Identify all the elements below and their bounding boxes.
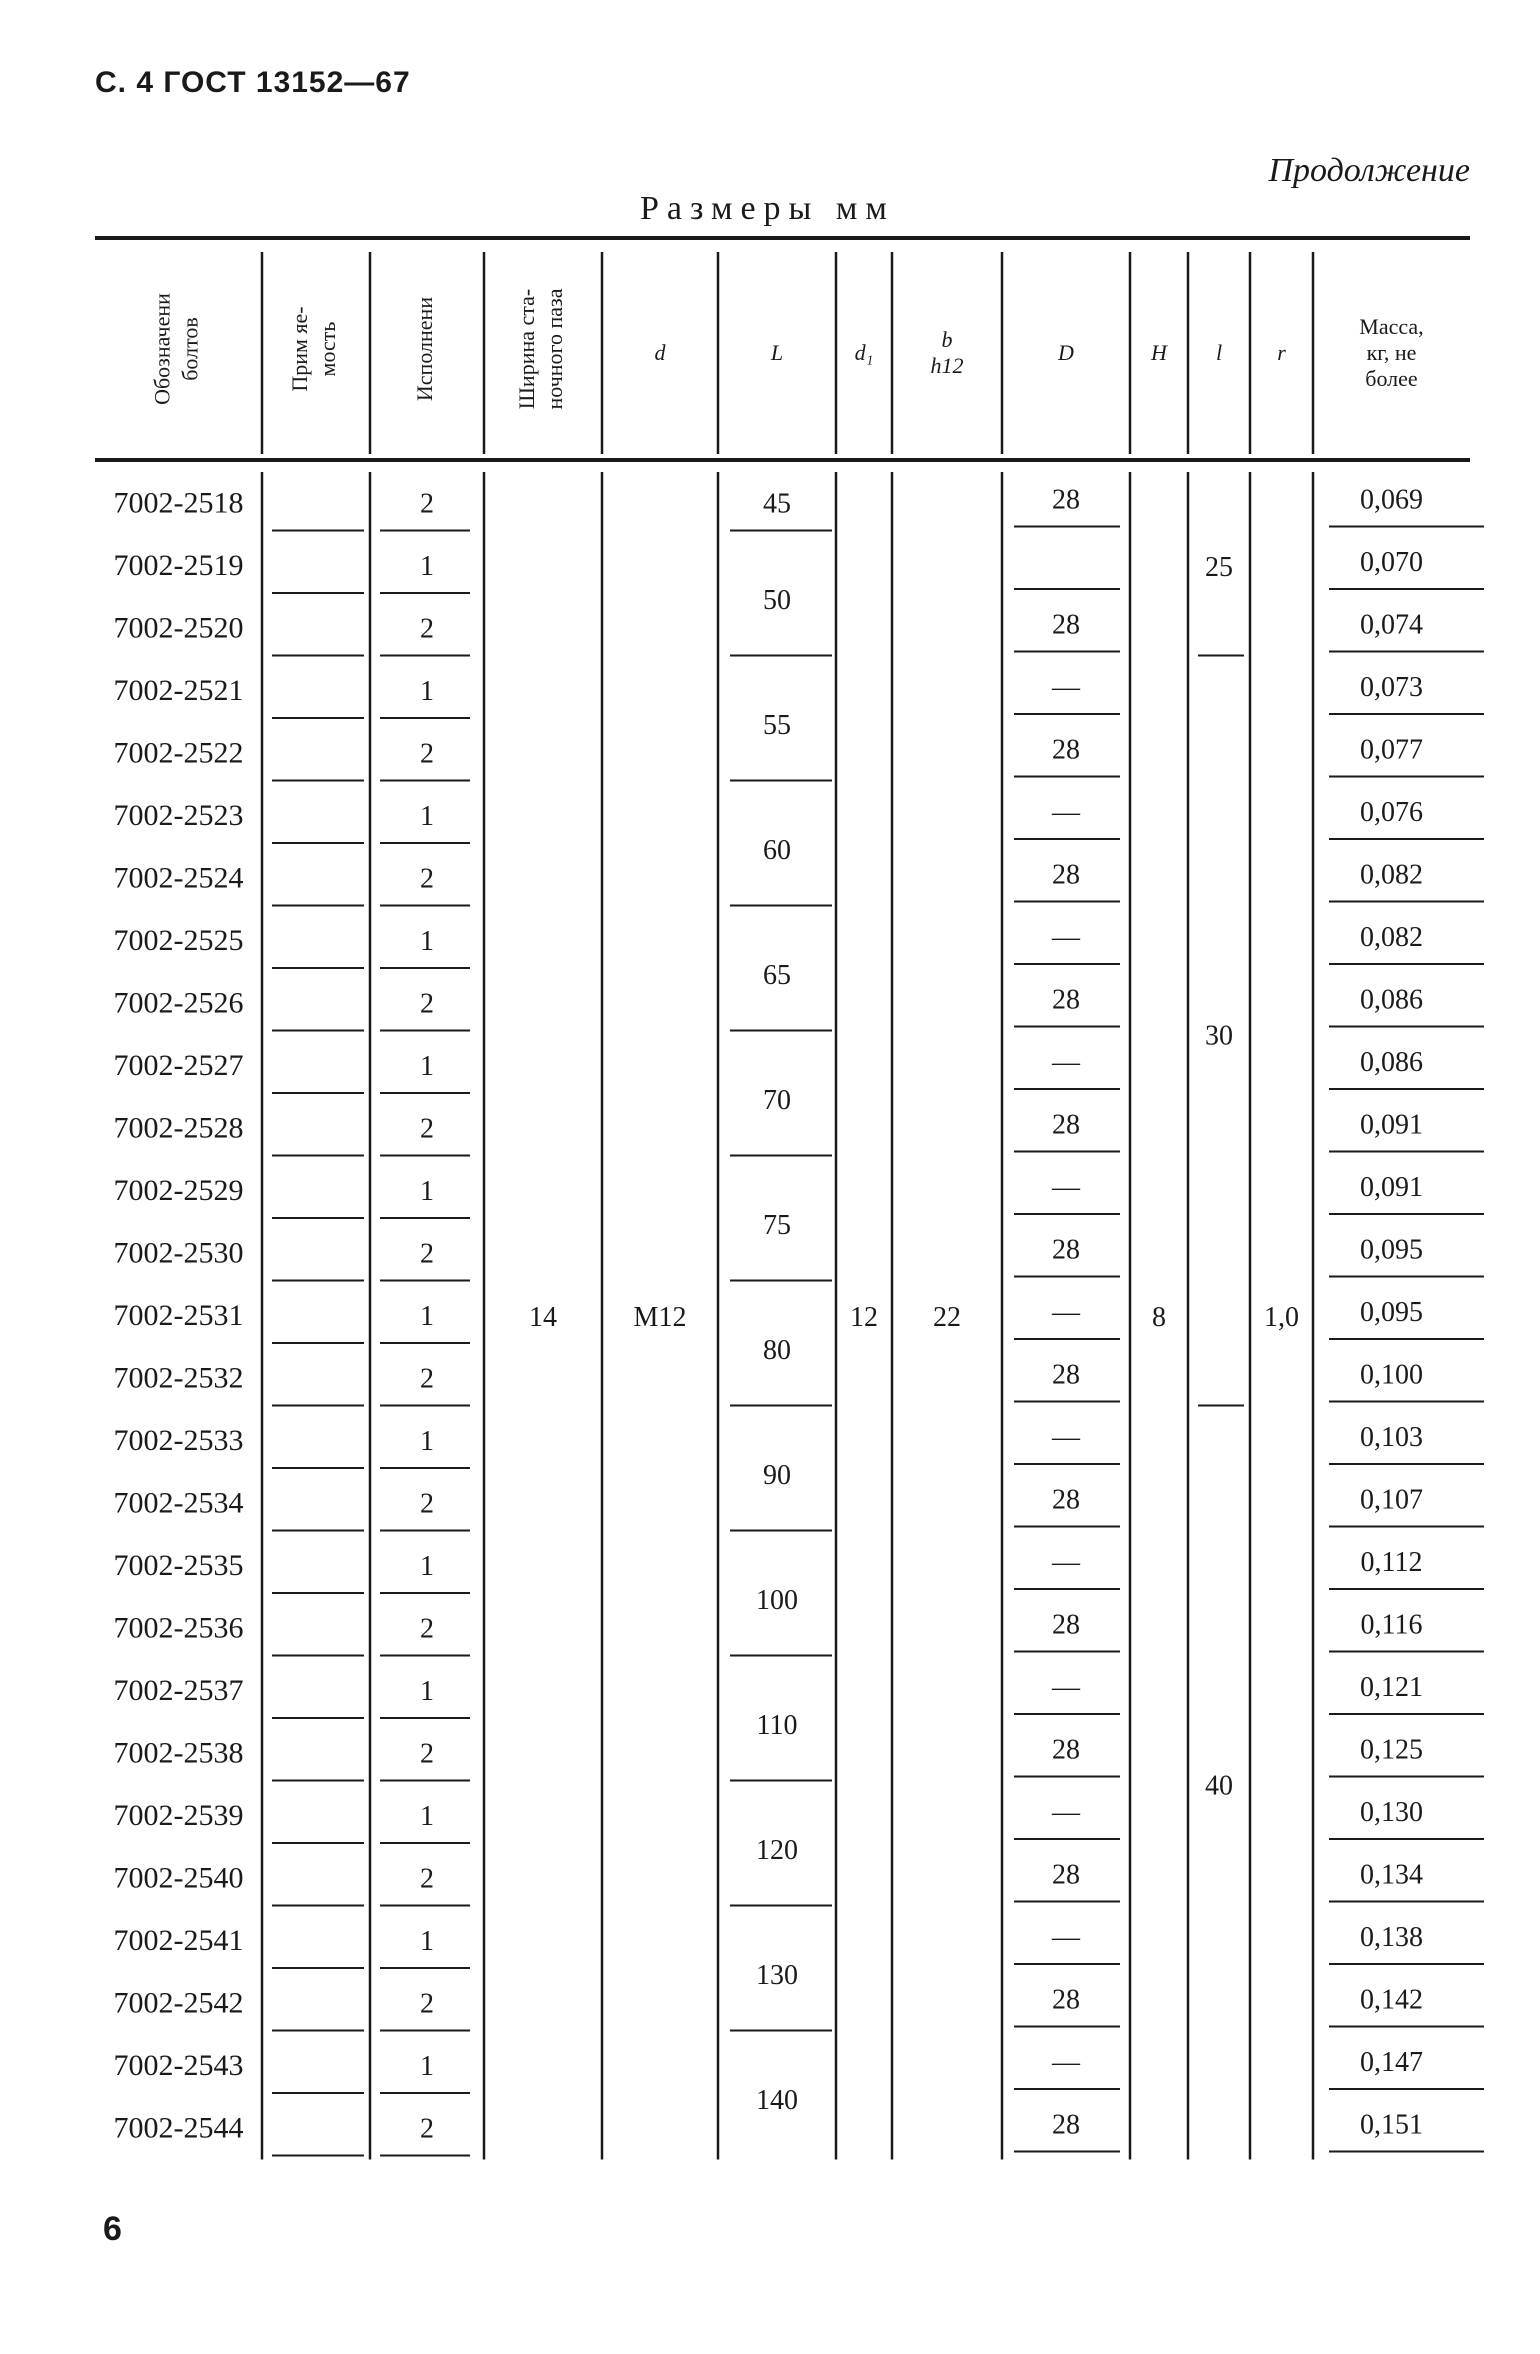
- header-version: Исполнени: [412, 296, 438, 402]
- designation-cell: 7002-2520: [113, 611, 244, 645]
- diameter-D-cell: 28: [1052, 1359, 1080, 1391]
- header-applicability: Прим яе-: [287, 306, 313, 392]
- header-slot-width: ночного паза: [542, 288, 568, 410]
- header-H: H: [1151, 340, 1167, 365]
- diameter-D-cell: 28: [1052, 609, 1080, 641]
- version-cell: 2: [420, 1113, 434, 1145]
- diameter-D-cell: 28: [1052, 1734, 1080, 1766]
- diameter-D-cell: —: [1052, 1921, 1080, 1953]
- designation-cell: 7002-2525: [113, 923, 244, 957]
- version-cell: 2: [420, 2113, 434, 2145]
- designation-cell: 7002-2522: [113, 736, 244, 770]
- header-b: b: [941, 327, 953, 352]
- diameter-D-cell: 28: [1052, 1609, 1080, 1641]
- version-cell: 2: [420, 613, 434, 645]
- diameter-D-cell: —: [1052, 2046, 1080, 2078]
- version-cell: 2: [420, 1613, 434, 1645]
- designation-cell: 7002-2531: [113, 1298, 244, 1332]
- designation-cell: 7002-2539: [113, 1798, 244, 1832]
- length-L-cell: 65: [763, 960, 791, 991]
- version-cell: 1: [420, 800, 434, 832]
- designation-cell: 7002-2530: [113, 1236, 244, 1270]
- designation-cell: 7002-2529: [113, 1173, 244, 1207]
- designation-cell: 7002-2540: [113, 1861, 244, 1895]
- diameter-D-cell: —: [1052, 921, 1080, 953]
- constant-H-cell: 8: [1152, 1301, 1166, 1333]
- length-L-cell: 100: [756, 1585, 798, 1616]
- designation-cell: 7002-2523: [113, 798, 244, 832]
- version-cell: 2: [420, 1988, 434, 2020]
- diameter-D-cell: 28: [1052, 984, 1080, 1016]
- header-mass: Масса,: [1359, 314, 1424, 339]
- diameter-D-cell: —: [1052, 796, 1080, 828]
- header-L: L: [770, 340, 784, 365]
- version-cell: 2: [420, 1738, 434, 1770]
- designation-cell: 7002-2518: [113, 486, 244, 520]
- designation-cell: 7002-2521: [113, 673, 244, 707]
- length-L-cell: 80: [763, 1335, 791, 1366]
- length-L-cell: 140: [756, 2085, 798, 2116]
- length-l-cell: 40: [1205, 1770, 1233, 1802]
- mass-cell: 0,095: [1360, 1296, 1423, 1328]
- designation-cell: 7002-2544: [113, 2111, 244, 2145]
- version-cell: 1: [420, 1800, 434, 1832]
- version-cell: 2: [420, 488, 434, 520]
- version-cell: 2: [420, 1488, 434, 1520]
- mass-cell: 0,125: [1360, 1734, 1423, 1766]
- header-mass: более: [1365, 366, 1418, 391]
- mass-cell: 0,095: [1360, 1234, 1423, 1266]
- designation-cell: 7002-2535: [113, 1548, 244, 1582]
- mass-cell: 0,086: [1360, 984, 1423, 1016]
- version-cell: 1: [420, 1675, 434, 1707]
- length-l-cell: 25: [1205, 551, 1233, 583]
- header-mass: кг, не: [1366, 340, 1417, 365]
- diameter-D-cell: 28: [1052, 1984, 1080, 2016]
- designation-cell: 7002-2527: [113, 1048, 244, 1082]
- designation-cell: 7002-2524: [113, 861, 244, 895]
- constant-b-cell: 22: [933, 1301, 961, 1333]
- running-head: С. 4 ГОСТ 13152—67: [95, 66, 411, 99]
- diameter-D-cell: —: [1052, 1796, 1080, 1828]
- mass-cell: 0,134: [1360, 1859, 1423, 1891]
- diameter-D-cell: —: [1052, 1421, 1080, 1453]
- version-cell: 1: [420, 1175, 434, 1207]
- diameter-D-cell: —: [1052, 1296, 1080, 1328]
- mass-cell: 0,074: [1360, 609, 1423, 641]
- mass-cell: 0,086: [1360, 1046, 1423, 1078]
- length-L-cell: 110: [756, 1710, 798, 1741]
- length-L-cell: 75: [763, 1210, 791, 1241]
- header-slot-width: Ширина ста-: [514, 288, 540, 410]
- length-l-cell: 30: [1205, 1020, 1233, 1052]
- length-L-cell: 60: [763, 835, 791, 866]
- mass-cell: 0,142: [1360, 1984, 1423, 2016]
- version-cell: 1: [420, 550, 434, 582]
- mass-cell: 0,121: [1360, 1671, 1423, 1703]
- constant-r-cell: 1,0: [1264, 1301, 1299, 1333]
- designation-cell: 7002-2533: [113, 1423, 244, 1457]
- designation-cell: 7002-2536: [113, 1611, 244, 1645]
- mass-cell: 0,091: [1360, 1171, 1423, 1203]
- header-designation: Обозначени: [149, 293, 175, 405]
- header-d: d: [654, 340, 666, 365]
- mass-cell: 0,069: [1360, 484, 1423, 516]
- designation-cell: 7002-2519: [113, 548, 244, 582]
- mass-cell: 0,077: [1360, 734, 1423, 766]
- continuation-label: Продолжение: [1268, 152, 1470, 189]
- diameter-D-cell: —: [1052, 671, 1080, 703]
- diameter-D-cell: —: [1052, 1171, 1080, 1203]
- mass-cell: 0,151: [1360, 2109, 1423, 2141]
- mass-cell: 0,073: [1360, 671, 1423, 703]
- designation-cell: 7002-2534: [113, 1486, 244, 1520]
- diameter-D-cell: 28: [1052, 859, 1080, 891]
- mass-cell: 0,076: [1360, 796, 1423, 828]
- mass-cell: 0,107: [1360, 1484, 1423, 1516]
- diameter-D-cell: 28: [1052, 1234, 1080, 1266]
- mass-cell: 0,116: [1360, 1609, 1423, 1641]
- diameter-D-cell: —: [1052, 1671, 1080, 1703]
- diameter-D-cell: —: [1052, 1046, 1080, 1078]
- header-l: l: [1215, 340, 1223, 365]
- diameter-D-cell: 28: [1052, 734, 1080, 766]
- mass-cell: 0,147: [1360, 2046, 1423, 2078]
- length-L-cell: 50: [763, 585, 791, 616]
- mass-cell: 0,138: [1360, 1921, 1423, 1953]
- designation-cell: 7002-2541: [113, 1923, 244, 1957]
- diameter-D-cell: —: [1052, 1546, 1080, 1578]
- version-cell: 1: [420, 925, 434, 957]
- designation-cell: 7002-2528: [113, 1111, 244, 1145]
- mass-cell: 0,082: [1360, 921, 1423, 953]
- constant-slot-width-cell: 14: [529, 1301, 557, 1333]
- header-d1: d₁: [854, 340, 874, 365]
- version-cell: 2: [420, 1363, 434, 1395]
- header-b: h12: [930, 353, 964, 378]
- designation-cell: 7002-2543: [113, 2048, 244, 2082]
- diameter-D-cell: 28: [1052, 1484, 1080, 1516]
- designation-cell: 7002-2526: [113, 986, 244, 1020]
- mass-cell: 0,070: [1360, 546, 1423, 578]
- diameter-D-cell: 28: [1052, 484, 1080, 516]
- length-L-cell: 90: [763, 1460, 791, 1491]
- version-cell: 2: [420, 738, 434, 770]
- constant-d-cell: M12: [633, 1301, 687, 1333]
- mass-cell: 0,112: [1360, 1546, 1423, 1578]
- length-L-cell: 55: [763, 710, 791, 741]
- designation-cell: 7002-2532: [113, 1361, 244, 1395]
- page-number: 6: [103, 2210, 122, 2248]
- diameter-D-cell: 28: [1052, 1859, 1080, 1891]
- designation-cell: 7002-2538: [113, 1736, 244, 1770]
- length-L-cell: 45: [763, 488, 791, 520]
- version-cell: 1: [420, 675, 434, 707]
- version-cell: 1: [420, 1550, 434, 1582]
- mass-cell: 0,082: [1360, 859, 1423, 891]
- version-cell: 2: [420, 863, 434, 895]
- version-cell: 1: [420, 1300, 434, 1332]
- diameter-D-cell: 28: [1052, 1109, 1080, 1141]
- table-caption: Размеры мм: [640, 190, 895, 227]
- length-L-cell: 70: [763, 1085, 791, 1116]
- version-cell: 2: [420, 1238, 434, 1270]
- version-cell: 2: [420, 988, 434, 1020]
- version-cell: 2: [420, 1863, 434, 1895]
- version-cell: 1: [420, 1050, 434, 1082]
- constant-d1-cell: 12: [850, 1301, 878, 1333]
- diameter-D-cell: 28: [1052, 2109, 1080, 2141]
- mass-cell: 0,091: [1360, 1109, 1423, 1141]
- version-cell: 1: [420, 2050, 434, 2082]
- version-cell: 1: [420, 1425, 434, 1457]
- length-L-cell: 120: [756, 1835, 798, 1866]
- header-r: r: [1277, 340, 1286, 365]
- header-applicability: мость: [315, 321, 341, 377]
- mass-cell: 0,103: [1360, 1421, 1423, 1453]
- version-cell: 1: [420, 1925, 434, 1957]
- mass-cell: 0,130: [1360, 1796, 1423, 1828]
- mass-cell: 0,100: [1360, 1359, 1423, 1391]
- header-designation: болтов: [177, 317, 203, 381]
- header-D: D: [1058, 340, 1074, 365]
- designation-cell: 7002-2542: [113, 1986, 244, 2020]
- designation-cell: 7002-2537: [113, 1673, 244, 1707]
- length-L-cell: 130: [756, 1960, 798, 1991]
